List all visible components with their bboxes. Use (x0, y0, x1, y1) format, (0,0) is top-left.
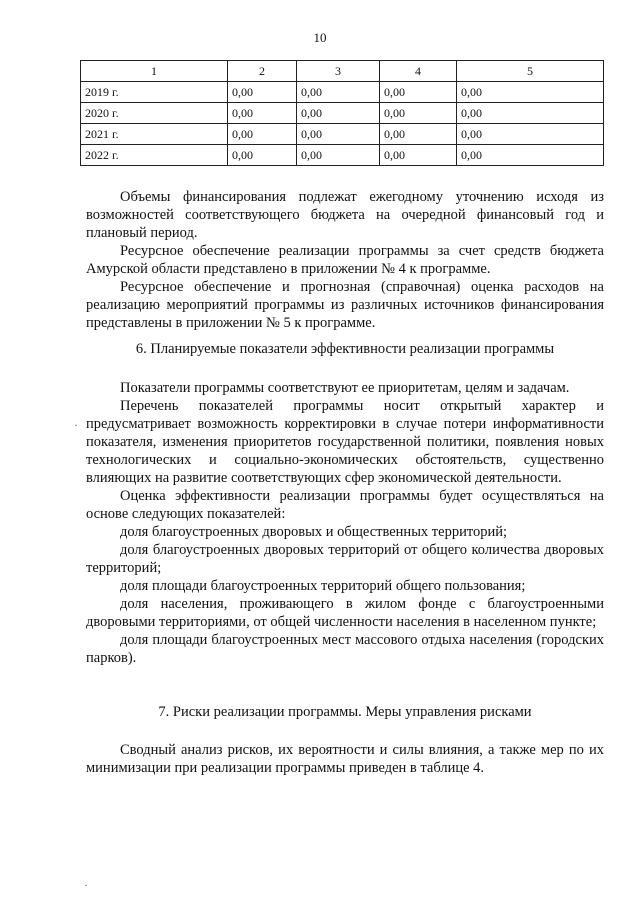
table-cell: 0,00 (380, 145, 457, 166)
table-cell: 0,00 (457, 145, 604, 166)
table-cell: 0,00 (297, 82, 380, 103)
section-6-body (86, 379, 604, 667)
paragraph: Ресурсное обеспечение и прогнозная (справочная) оценка расходов на реализацию мероприятий программы из различных источников финансирования представлены в приложении № 5 к программе. (86, 279, 604, 331)
table-cell-year: 2022 г. (81, 145, 228, 166)
table-cell: 0,00 (228, 82, 297, 103)
paragraph: Сводный анализ рисков, их вероятности и силы влияния, а также мер по их минимизации при реализации программы приведен в таблице 4. (86, 742, 604, 776)
table-cell: 0,00 (457, 82, 604, 103)
section-6-heading: 6. Планируемые показатели эффективности реализации программы (135, 341, 555, 357)
section-7-body (86, 741, 604, 777)
section-7-heading: 7. Риски реализации программы. Меры управления рисками (158, 704, 532, 720)
table-cell: 0,00 (297, 103, 380, 124)
table-cell-year: 2019 г. (81, 82, 228, 103)
table-row (81, 124, 604, 145)
table-header-cell: 2 (228, 61, 297, 82)
paragraph: Показатели программы соответствуют ее приоритетам, целям и задачам. (120, 380, 570, 396)
indicator-list-item: доля населения, проживающего в жилом фонде с благоустроенными дворовыми территориями, от общей численности населения в населенном пункте; (86, 596, 604, 630)
paragraph: Объемы финансирования подлежат ежегодному уточнению исходя из возможностей соответствующего бюджета на очередной финансовый год и плановый период. (86, 189, 604, 241)
indicator-list-item: доля благоустроенных дворовых территорий от общего количества дворовых территорий; (86, 542, 604, 576)
table-cell-year: 2020 г. (81, 103, 228, 124)
table-cell: 0,00 (380, 124, 457, 145)
table-header-row (81, 61, 604, 82)
table-header-cell: 3 (297, 61, 380, 82)
table-cell-year: 2021 г. (81, 124, 228, 145)
scan-dot: · (84, 878, 88, 892)
table-header-cell: 5 (457, 61, 604, 82)
financing-table (80, 60, 604, 166)
paragraph: Оценка эффективности реализации программы будет осуществляться на основе следующих показателей: (86, 488, 604, 522)
table-cell: 0,00 (297, 145, 380, 166)
table-cell: 0,00 (457, 103, 604, 124)
financing-notes (86, 188, 604, 332)
indicator-list-item: доля площади благоустроенных территорий общего пользования; (120, 578, 526, 594)
scan-dot: · (74, 418, 78, 432)
paragraph: Ресурсное обеспечение реализации программы за счет средств бюджета Амурской области представлено в приложении № 4 к программе. (86, 243, 604, 277)
indicator-list-item: доля площади благоустроенных мест массового отдыха населения (городских парков). (86, 632, 604, 666)
table-cell: 0,00 (228, 124, 297, 145)
table-cell: 0,00 (380, 82, 457, 103)
page-number: 10 (313, 30, 327, 45)
table-row (81, 103, 604, 124)
table-header-cell: 1 (81, 61, 228, 82)
table-cell: 0,00 (297, 124, 380, 145)
table-cell: 0,00 (457, 124, 604, 145)
table-cell: 0,00 (380, 103, 457, 124)
table-row (81, 145, 604, 166)
table-cell: 0,00 (228, 103, 297, 124)
indicator-list-item: доля благоустроенных дворовых и общественных территорий; (120, 524, 508, 540)
paragraph: Перечень показателей программы носит открытый характер и предусматривает возможность корректировки в случае потери информативности показателя, изменения приоритетов государственной политики, появления новых технологических и социально-экономических обстоятельств, существенно влияющих на развитие соответствующих сфер экономической деятельности. (86, 398, 604, 486)
table-header-cell: 4 (380, 61, 457, 82)
table-row (81, 82, 604, 103)
table-cell: 0,00 (228, 145, 297, 166)
